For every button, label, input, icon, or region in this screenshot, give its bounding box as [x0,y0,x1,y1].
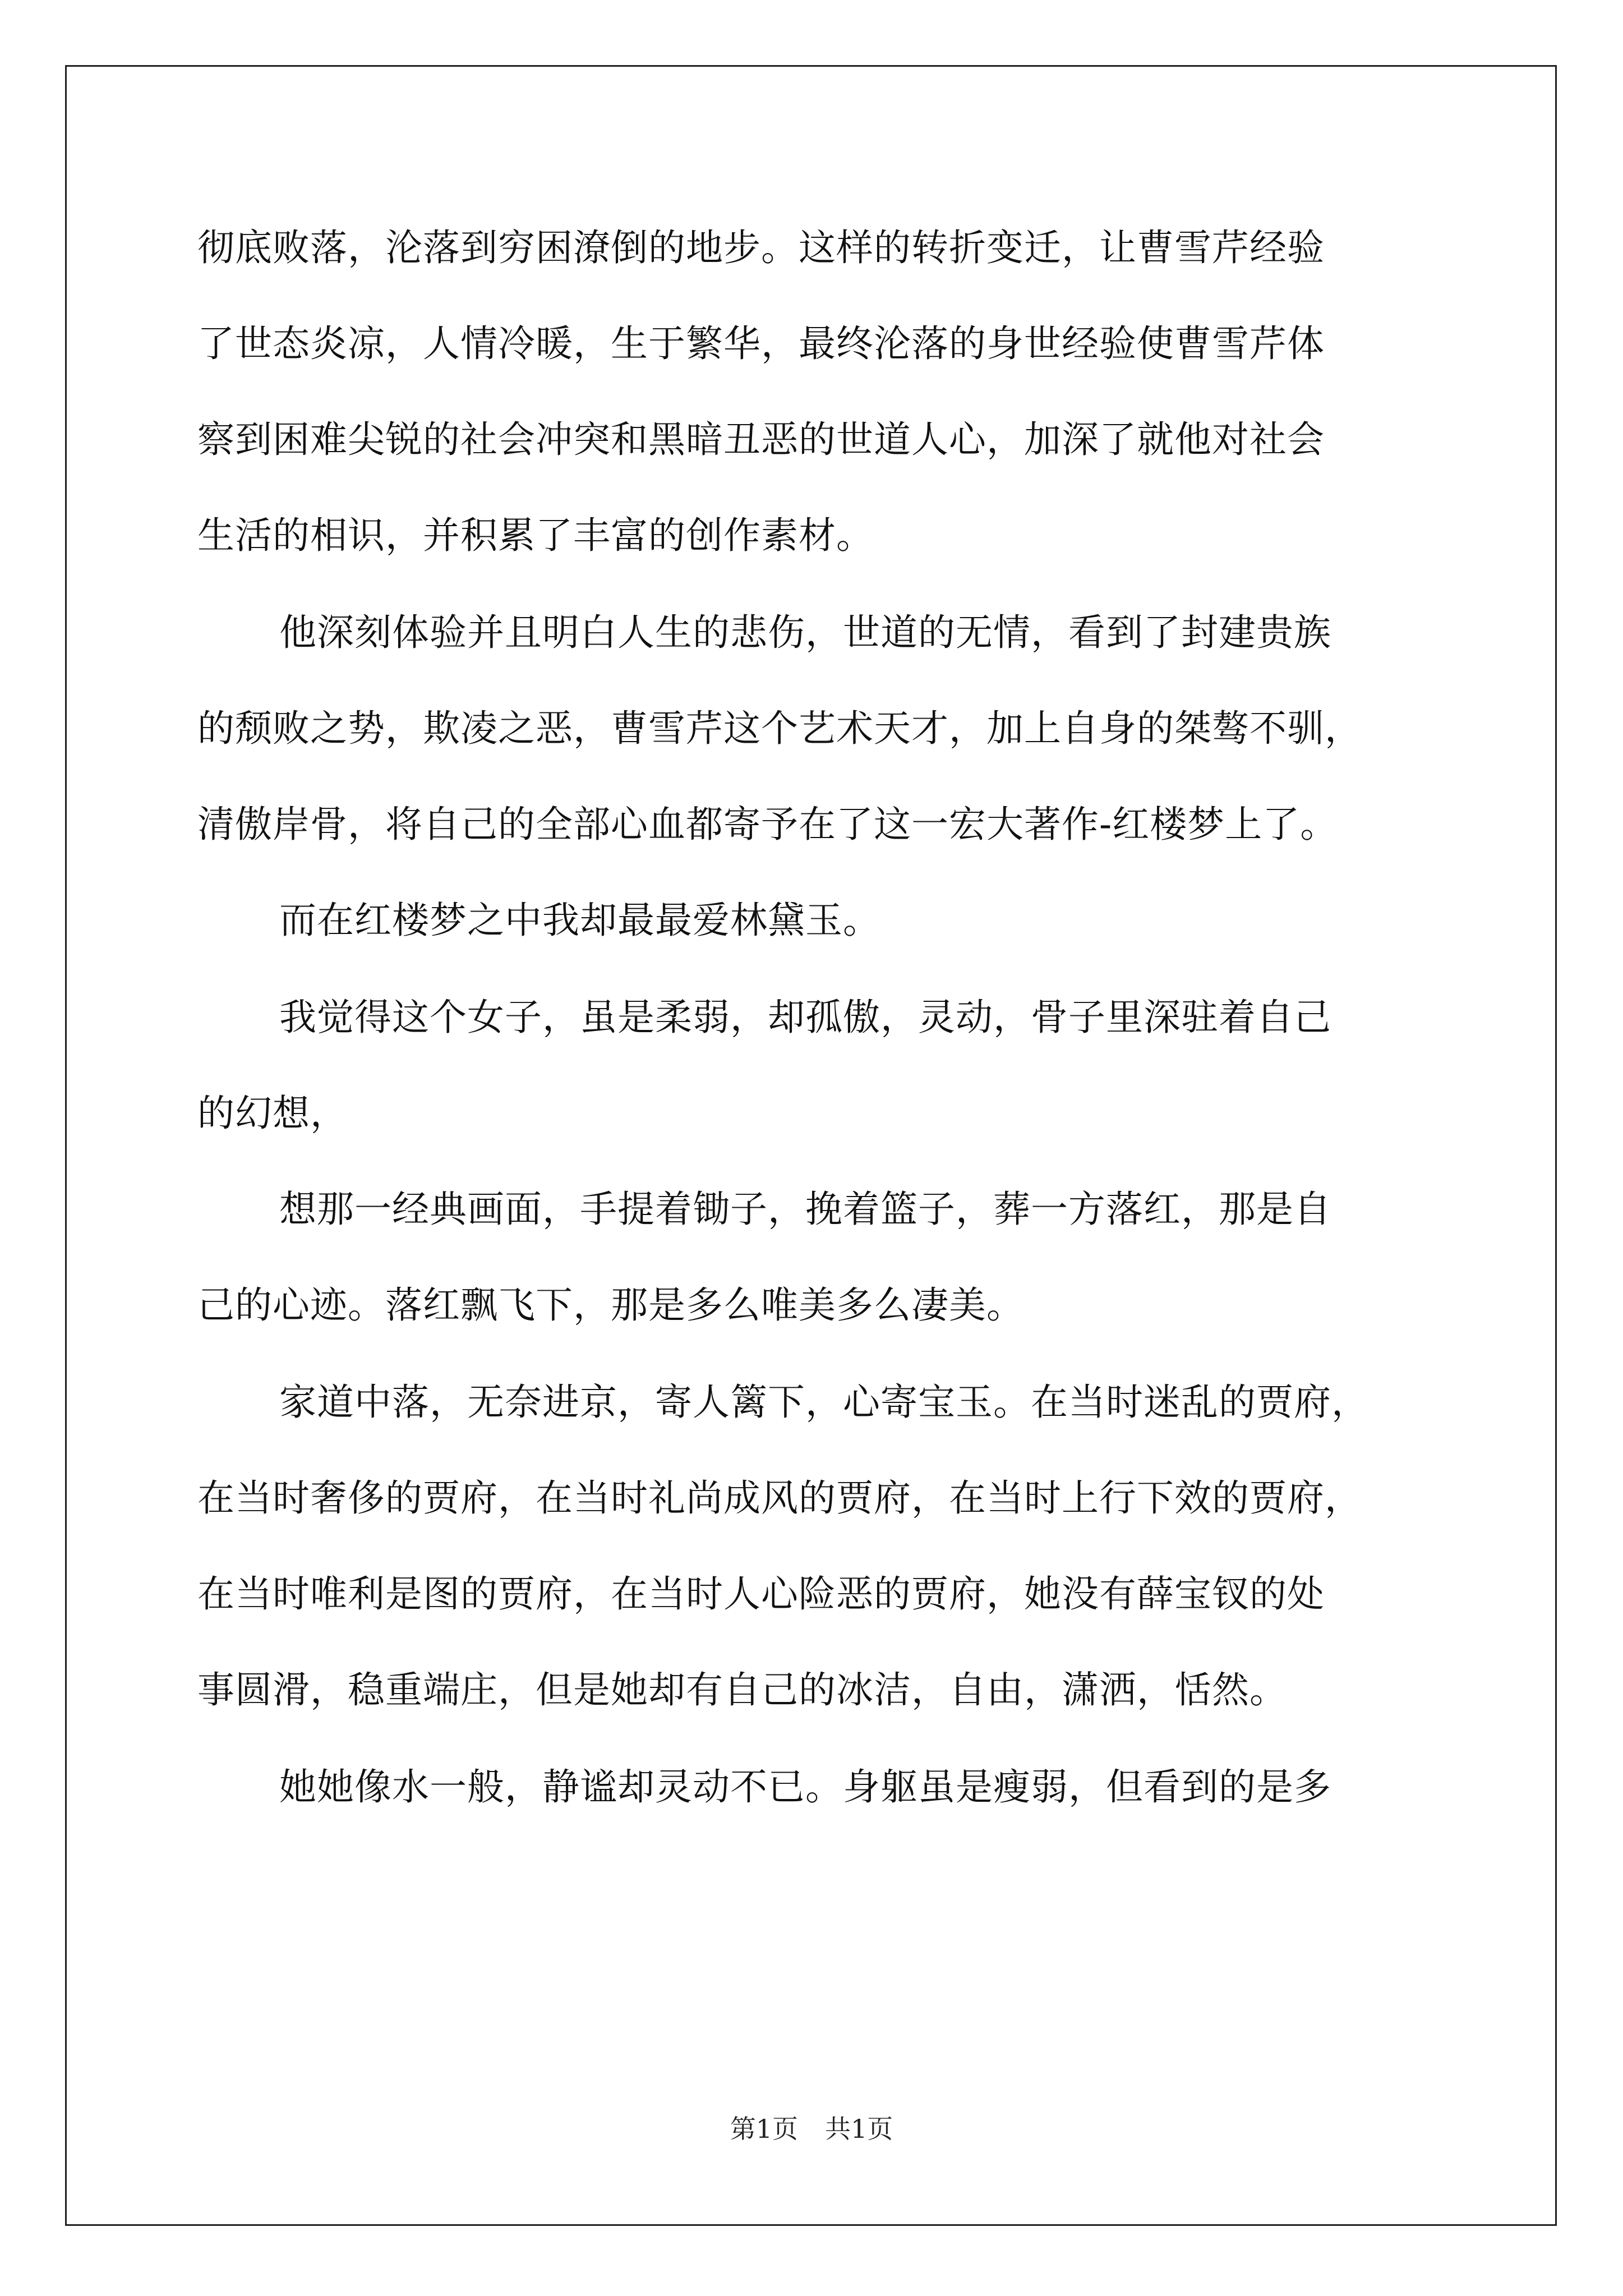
text-line: 在当时奢侈的贾府，在当时礼尚成风的贾府，在当时上行下效的贾府， [197,1476,1362,1520]
paragraph-start-line: 而在红楼梦之中我却最最爱林黛玉。 [279,899,880,942]
page-footer [0,2112,1623,2146]
text-line: 彻底败落，沦落到穷困潦倒的地步。这样的转折变迁，让曹雪芹经验 [197,226,1325,269]
text-line: 生活的相识，并积累了丰富的创作素材。 [197,514,874,557]
text-line: 己的心迹。落红飘飞下，那是多么唯美多么凄美。 [197,1283,1024,1327]
text-line: 察到困难尖锐的社会冲突和黑暗丑恶的世道人心，加深了就他对社会 [197,418,1325,461]
page-total: 共1页 [825,2114,893,2144]
text-line: 的颓败之势，欺凌之恶，曹雪芹这个艺术天才，加上自身的桀骜不驯， [197,707,1362,750]
paragraph-start-line: 家道中落，无奈进京，寄人篱下，心寄宝玉。在当时迷乱的贾府， [279,1381,1369,1424]
text-line: 清傲岸骨，将自己的全部心血都寄予在了这一宏大著作-红楼梦上了。 [197,803,1338,846]
text-line: 事圆滑，稳重端庄，但是她却有自己的冰洁，自由，潇洒，恬然。 [197,1668,1287,1711]
paragraph-start-line: 她她像水一般，静谧却灵动不已。身躯虽是瘦弱，但看到的是多 [279,1765,1331,1809]
page-number: 第1页 [730,2114,798,2144]
page-border [65,65,1557,2226]
paragraph-start-line: 我觉得这个女子，虽是柔弱，却孤傲，灵动，骨子里深驻着自己 [279,996,1331,1039]
text-line: 在当时唯利是图的贾府，在当时人心险恶的贾府，她没有薛宝钗的处 [197,1572,1325,1616]
paragraph-start-line: 想那一经典画面，手提着锄子，挽着篮子，葬一方落红，那是自 [279,1188,1331,1231]
text-line: 了世态炎凉，人情冷暖，生于繁华，最终沦落的身世经验使曹雪芹体 [197,322,1325,365]
text-line: 的幻想， [197,1092,348,1135]
paragraph-start-line: 他深刻体验并且明白人生的悲伤，世道的无情，看到了封建贵族 [279,611,1331,654]
